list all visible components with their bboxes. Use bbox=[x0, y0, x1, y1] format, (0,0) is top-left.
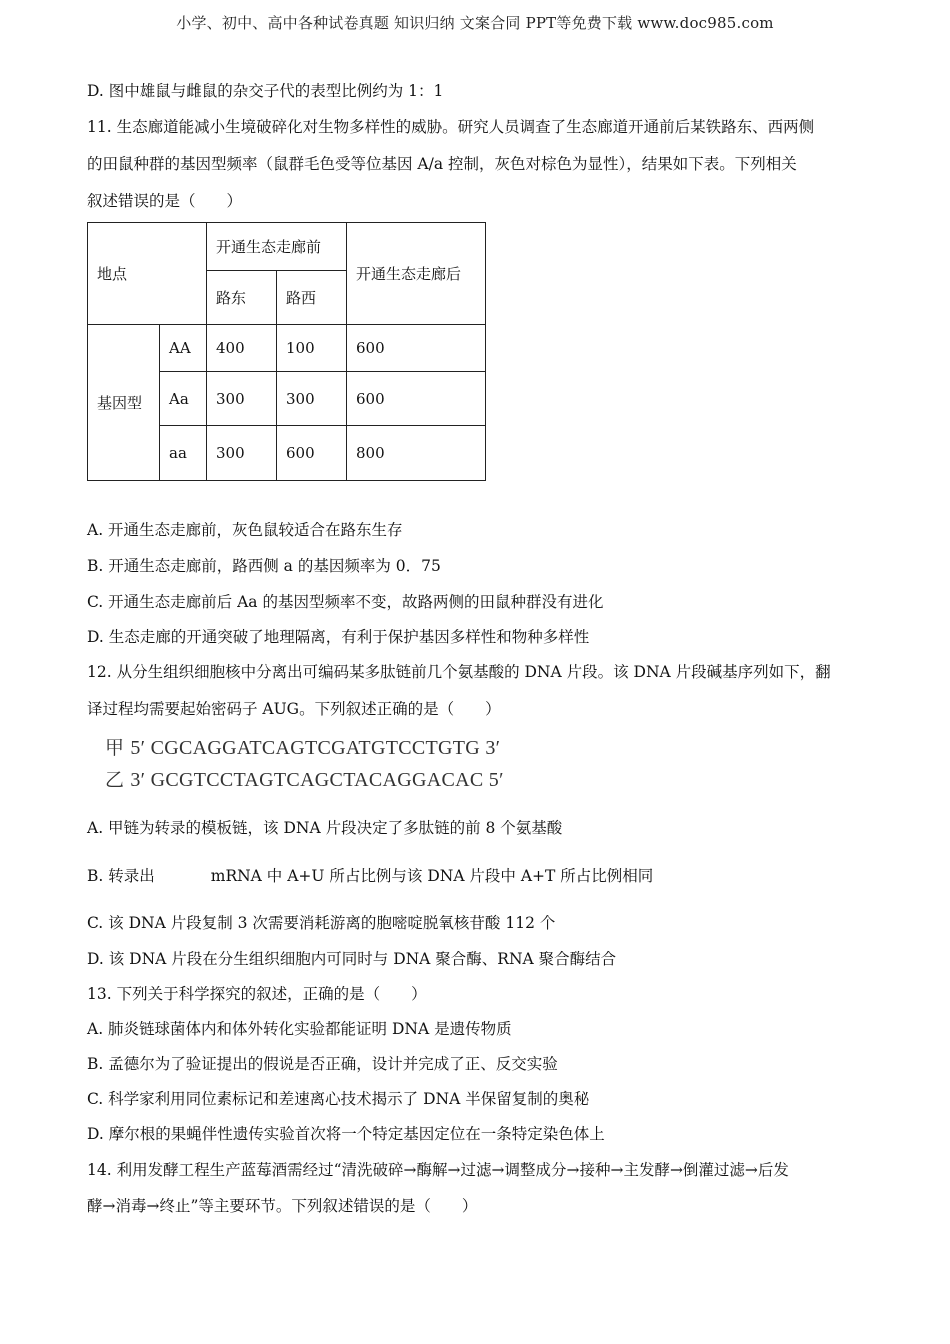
table-genotype-label: 基因型 bbox=[88, 325, 160, 481]
q11-stem-line3: 叙述错误的是（ ） bbox=[87, 192, 243, 210]
q13-option-c: C. 科学家利用同位素标记和差速离心技术揭示了 DNA 半保留复制的奥秘 bbox=[87, 1090, 590, 1108]
q13-option-d: D. 摩尔根的果蝇伴性遗传实验首次将一个特定基因定位在一条特定染色体上 bbox=[87, 1125, 605, 1143]
strand-jia-sequence: 5′ CGCAGGATCAGTCGATGTCCTGTG 3′ bbox=[130, 737, 501, 759]
dna-strand-yi bbox=[105, 765, 504, 792]
table-cell-after: 600 bbox=[347, 372, 486, 426]
q13-stem: 13. 下列关于科学探究的叙述，正确的是（ ） bbox=[87, 985, 427, 1003]
page-header: 小学、初中、高中各种试卷真题 知识归纳 文案合同 PPT等免费下载 www.doc985.com bbox=[176, 14, 774, 32]
q14-stem-line1: 14. 利用发酵工程生产蓝莓酒需经过“清洗破碎→酶解→过滤→调整成分→接种→主发酵→倒灌过滤→后发 bbox=[87, 1161, 789, 1179]
strand-jia-label: 甲 bbox=[105, 737, 125, 759]
q14-stem-line2: 酵→消毒→终止”等主要环节。下列叙述错误的是（ ） bbox=[87, 1197, 478, 1215]
table-header-west: 路西 bbox=[277, 271, 347, 325]
q11-option-c: C. 开通生态走廊前后 Aa 的基因型频率不变，故路两侧的田鼠种群没有进化 bbox=[87, 593, 604, 611]
table-cell-east: 400 bbox=[207, 325, 277, 372]
q12-stem-line1: 12. 从分生组织细胞核中分离出可编码某多肽链前几个氨基酸的 DNA 片段。该 DNA 片段碱基序列如下，翻 bbox=[87, 663, 831, 681]
table-cell-west: 100 bbox=[277, 325, 347, 372]
table-cell-genotype: Aa bbox=[160, 372, 207, 426]
q12-option-c: C. 该 DNA 片段复制 3 次需要消耗游离的胞嘧啶脱氧核苷酸 112 个 bbox=[87, 914, 556, 932]
table-row bbox=[88, 325, 486, 372]
strand-yi-label: 乙 bbox=[105, 769, 125, 791]
table-cell-east: 300 bbox=[207, 372, 277, 426]
table-header-before: 开通生态走廊前 bbox=[207, 223, 347, 271]
q13-option-b: B. 孟德尔为了验证提出的假说是否正确，设计并完成了正、反交实验 bbox=[87, 1055, 558, 1073]
genotype-table bbox=[87, 222, 486, 481]
strand-yi-sequence: 3′ GCGTCCTAGTCAGCTACAGGACAC 5′ bbox=[130, 769, 504, 791]
table-cell-after: 600 bbox=[347, 325, 486, 372]
q11-option-d: D. 生态走廊的开通突破了地理隔离，有利于保护基因多样性和物种多样性 bbox=[87, 628, 590, 646]
q11-option-b: B. 开通生态走廊前，路西侧 a 的基因频率为 0．75 bbox=[87, 557, 441, 575]
table-header-place: 地点 bbox=[88, 223, 207, 325]
table-cell-after: 800 bbox=[347, 426, 486, 481]
q12-option-a: A. 甲链为转录的模板链，该 DNA 片段决定了多肽链的前 8 个氨基酸 bbox=[87, 819, 563, 837]
table-cell-genotype: aa bbox=[160, 426, 207, 481]
q10-option-d: D. 图中雄鼠与雌鼠的杂交子代的表型比例约为 1：1 bbox=[87, 82, 444, 100]
table-header-east: 路东 bbox=[207, 271, 277, 325]
dna-strand-jia bbox=[105, 733, 500, 760]
table-header-after: 开通生态走廊后 bbox=[347, 223, 486, 325]
q11-option-a: A. 开通生态走廊前，灰色鼠较适合在路东生存 bbox=[87, 521, 403, 539]
q12-option-b-prefix: B. 转录出 bbox=[87, 867, 155, 885]
q12-stem-line2: 译过程均需要起始密码子 AUG。下列叙述正确的是（ ） bbox=[87, 700, 501, 718]
q11-stem-line1: 11. 生态廊道能减小生境破碎化对生物多样性的威胁。研究人员调查了生态廊道开通前后某铁路东、西两侧 bbox=[87, 118, 815, 136]
table-cell-west: 600 bbox=[277, 426, 347, 481]
q12-option-b bbox=[87, 866, 653, 886]
q13-option-a: A. 肺炎链球菌体内和体外转化实验都能证明 DNA 是遗传物质 bbox=[87, 1020, 512, 1038]
table-cell-genotype: AA bbox=[160, 325, 207, 372]
table-cell-west: 300 bbox=[277, 372, 347, 426]
q11-stem-line2: 的田鼠种群的基因型频率（鼠群毛色受等位基因 A/a 控制，灰色对棕色为显性），结果如下表。下列相关 bbox=[87, 155, 797, 173]
table-cell-east: 300 bbox=[207, 426, 277, 481]
q12-option-b-suffix: mRNA 中 A+U 所占比例与该 DNA 片段中 A+T 所占比例相同 bbox=[210, 867, 654, 885]
q12-option-d: D. 该 DNA 片段在分生组织细胞内可同时与 DNA 聚合酶、RNA 聚合酶结合 bbox=[87, 950, 617, 968]
